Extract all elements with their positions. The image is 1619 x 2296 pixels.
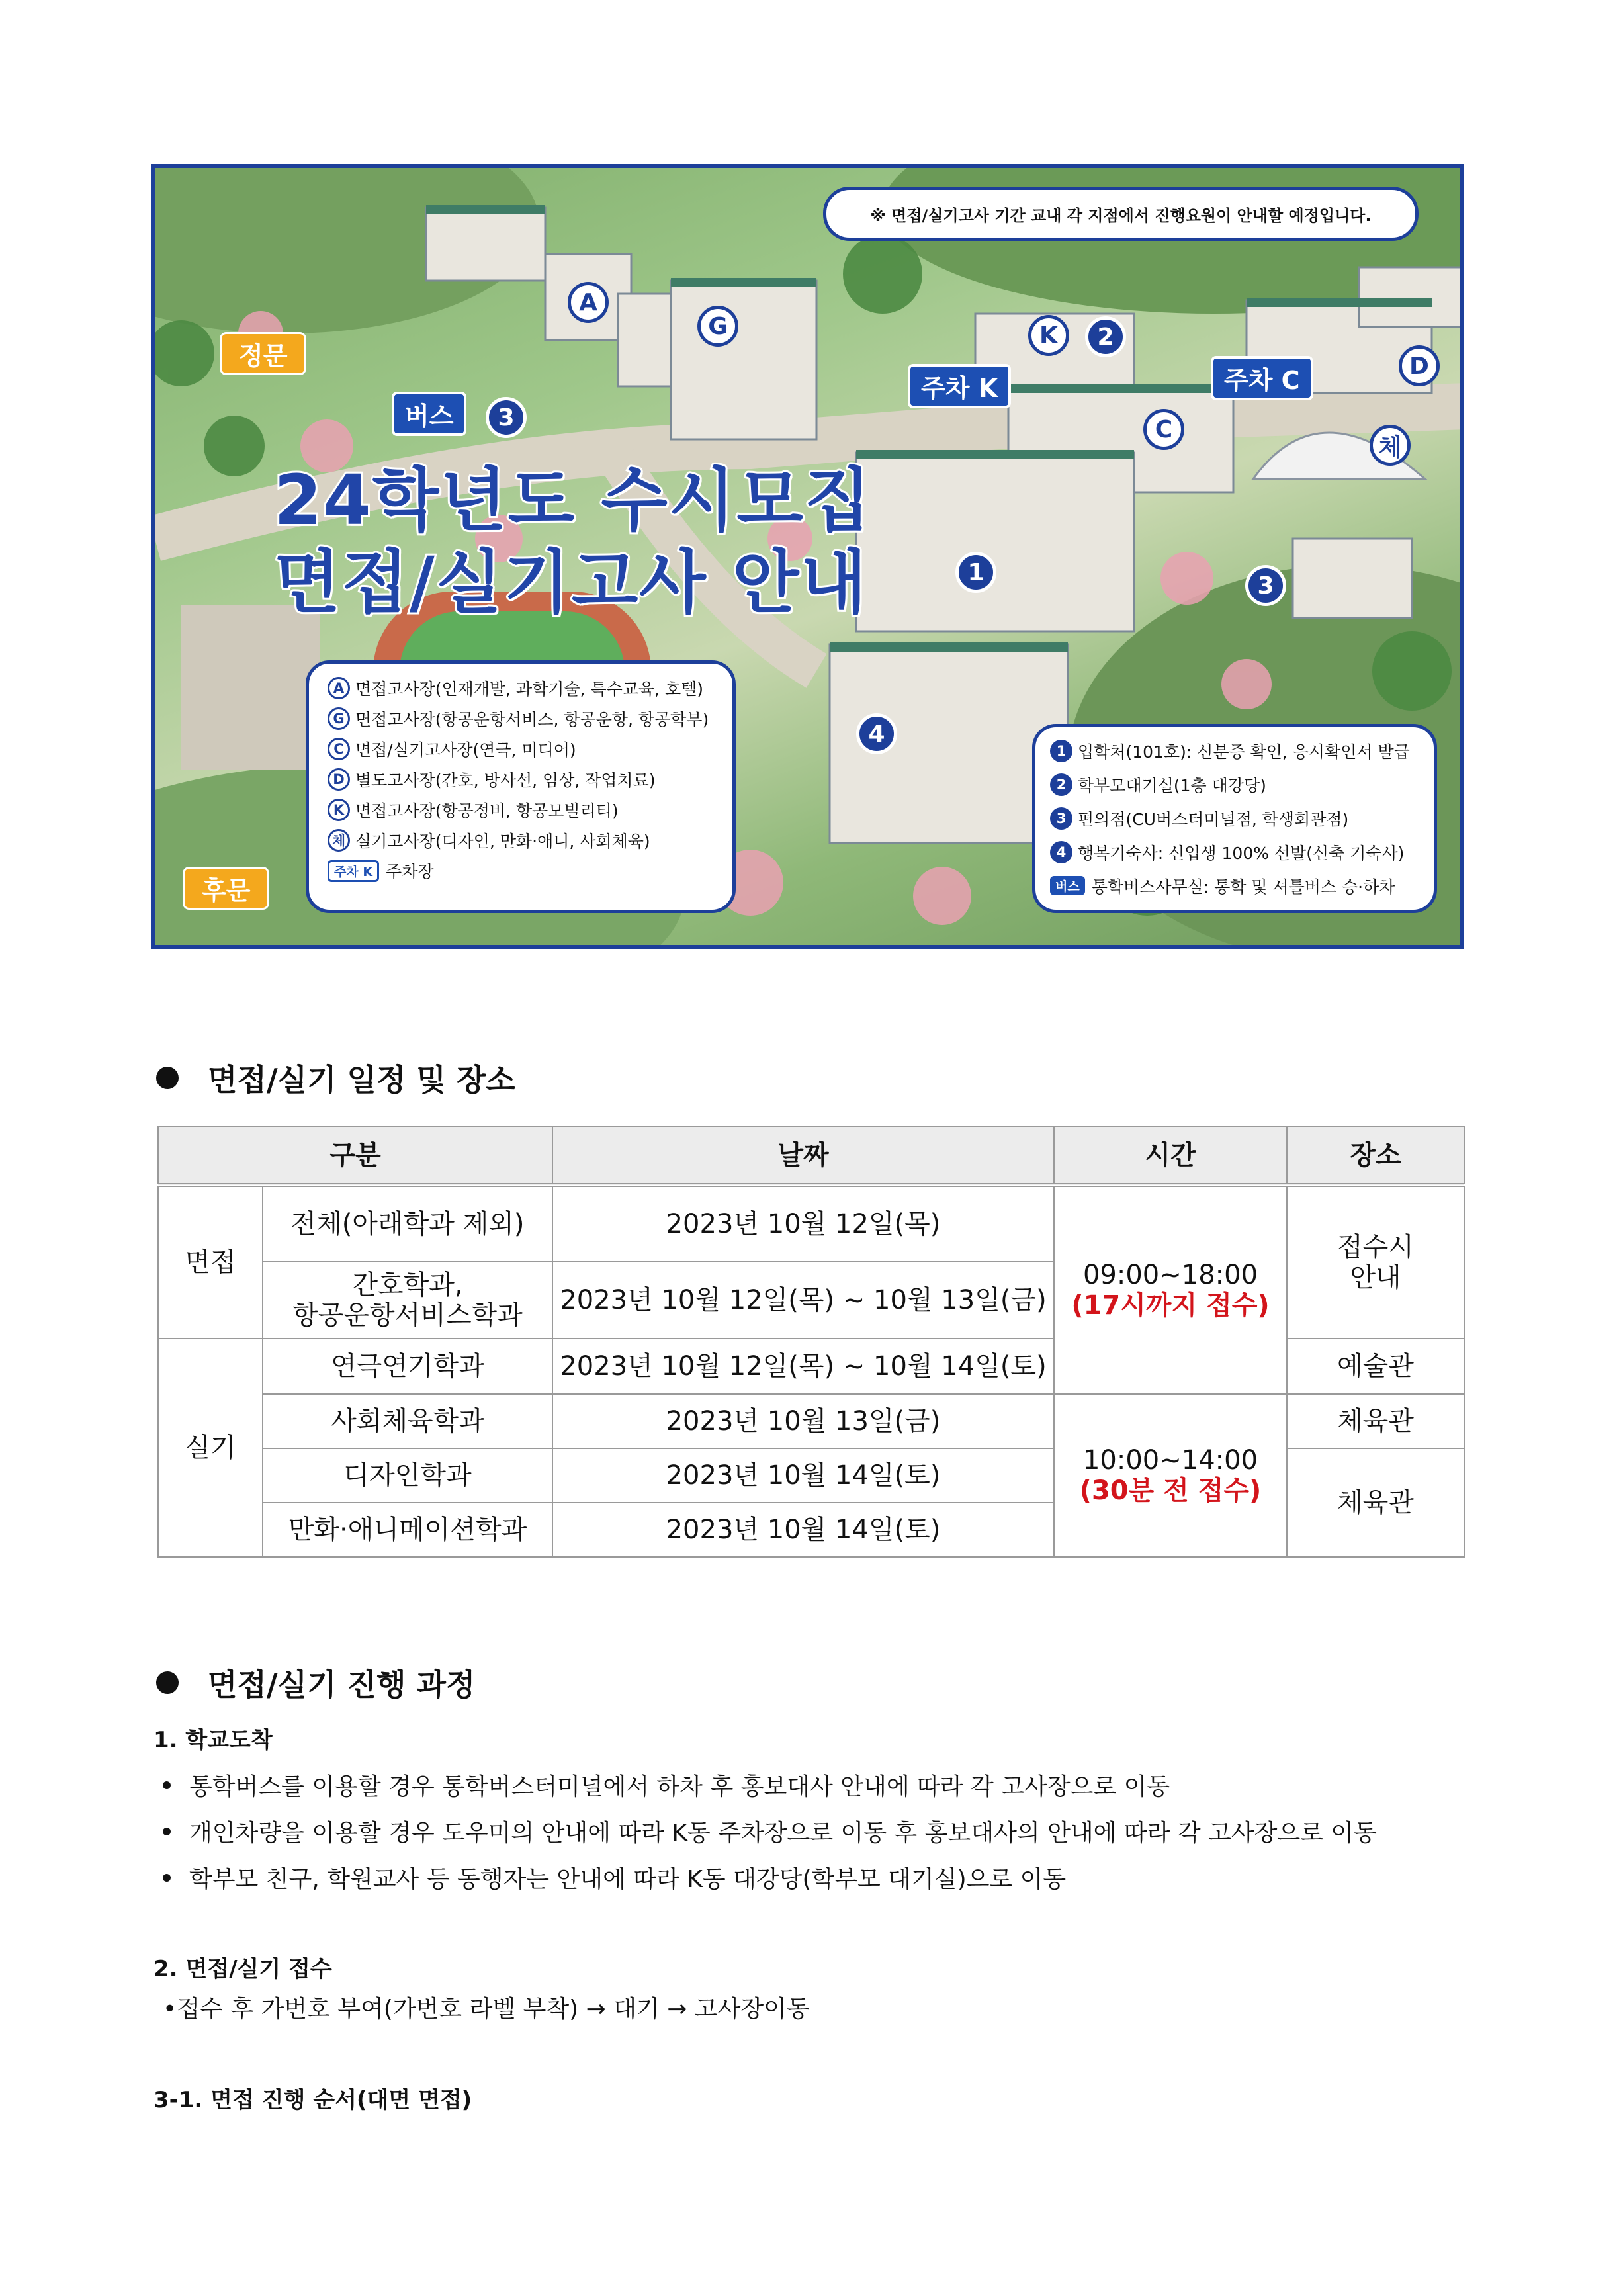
bullet-dot (163, 1874, 171, 1882)
col-header: 날짜 (552, 1127, 1054, 1185)
legend-facilities (1032, 724, 1437, 913)
list-item (163, 1814, 1377, 1848)
list-item (163, 1861, 1066, 1894)
legend-text: 입학처(101호): 신분증 확인, 응시확인서 발급 (1078, 742, 1410, 762)
list-item-text: 통학버스를 이용할 경우 통학버스터미널에서 하차 후 홍보대사 안내에 따라 각 고사장으로 이동 (189, 1773, 1170, 1800)
map-title (274, 459, 872, 623)
marker-2: 2 (1085, 316, 1126, 357)
time-note: (17시까지 접수) (1071, 1290, 1270, 1321)
time-value: 09:00~18:00 (1082, 1260, 1258, 1290)
time-value: 10:00~14:00 (1082, 1445, 1258, 1476)
dept-line: 간호학과, (352, 1270, 463, 1300)
legend-key: 3 (1050, 807, 1072, 830)
date-cell: 2023년 10월 14일(토) (552, 1448, 1054, 1503)
legend-text: 면접고사장(항공정비, 항공모빌리티) (355, 801, 619, 820)
subheading-interview-order: 3-1. 면접 진행 순서(대면 면접) (153, 2087, 472, 2113)
table-header-row (158, 1127, 1464, 1185)
marker-3-bus: 3 (486, 397, 527, 438)
time-note: (30분 전 접수) (1079, 1476, 1262, 1506)
map-title-line2: 면접/실기고사 안내 (274, 542, 868, 623)
legend-text: 면접고사장(인재개발, 과학기술, 특수교육, 호텔) (355, 680, 704, 699)
legend-key-bus: 버스 (1050, 876, 1085, 895)
date-cell: 2023년 10월 13일(금) (552, 1394, 1054, 1448)
legend-text: 면접/실기고사장(연극, 미디어) (355, 740, 576, 760)
legend-text: 주차장 (386, 862, 434, 881)
date-cell: 2023년 10월 12일(목) ~ 10월 14일(토) (552, 1339, 1054, 1394)
group-cell: 실기 (158, 1339, 263, 1557)
schedule-table (157, 1126, 1465, 1558)
col-header: 장소 (1287, 1127, 1464, 1185)
time-cell (1054, 1394, 1287, 1557)
dept-cell: 디자인학과 (263, 1448, 552, 1503)
gate-front-label: 정문 (220, 332, 306, 375)
legend-key: D (328, 768, 350, 791)
place-line: 안내 (1350, 1262, 1401, 1293)
dept-line: 항공운항서비스학과 (292, 1300, 523, 1331)
legend-key: G (328, 707, 350, 730)
list-item-text: 개인차량을 이용할 경우 도우미의 안내에 따라 K동 주차장으로 이동 후 홍보대사의 안내에 따라 각 고사장으로 이동 (189, 1820, 1377, 1847)
parking-k-tag: 주차 K (908, 364, 1011, 408)
marker-d: D (1399, 345, 1440, 386)
dept-cell: 전체(아래학과 제외) (263, 1185, 552, 1262)
date-cell: 2023년 10월 12일(목) ~ 10월 13일(금) (552, 1262, 1054, 1339)
legend-key: 체 (328, 829, 350, 852)
bullet-dot (163, 1828, 171, 1835)
legend-key: C (328, 738, 350, 760)
bus-tag: 버스 (392, 392, 466, 436)
date-cell: 2023년 10월 14일(토) (552, 1503, 1054, 1557)
section-heading-process (156, 1661, 475, 1704)
legend-text: 학부모대기실(1층 대강당) (1078, 775, 1266, 795)
legend-key: 2 (1050, 773, 1072, 796)
place-cell: 체육관 (1287, 1394, 1464, 1448)
marker-c: C (1143, 409, 1184, 450)
time-cell (1054, 1185, 1287, 1394)
map-notice: ※ 면접/실기고사 기간 교내 각 지점에서 진행요원이 안내할 예정입니다. (823, 187, 1419, 241)
place-cell (1287, 1185, 1464, 1339)
dept-cell: 사회체육학과 (263, 1394, 552, 1448)
legend-key: 4 (1050, 841, 1072, 863)
legend-text: 통학버스사무실: 통학 및 셔틀버스 승·하차 (1091, 877, 1395, 897)
parking-c-tag: 주차 C (1211, 356, 1313, 400)
map-title-line1: 24학년도 수시모집 (274, 460, 873, 541)
bullet-dot (156, 1671, 179, 1694)
legend-key: K (328, 799, 350, 821)
gate-back-label: 후문 (183, 867, 269, 910)
section-heading-schedule (156, 1056, 515, 1100)
marker-k: K (1028, 315, 1069, 356)
legend-key: A (328, 677, 350, 699)
date-cell: 2023년 10월 12일(목) (552, 1185, 1054, 1262)
marker-g: G (697, 306, 738, 347)
place-cell: 체육관 (1287, 1448, 1464, 1557)
marker-3-store: 3 (1245, 565, 1286, 606)
list-item (163, 1768, 1170, 1802)
bullet-dot (163, 1781, 171, 1789)
section-heading-text: 면접/실기 일정 및 장소 (208, 1062, 515, 1098)
legend-text: 편의점(CU버스터미널점, 학생회관점) (1078, 809, 1349, 829)
place-line: 접수시 (1337, 1232, 1414, 1262)
subheading-reception: 2. 면접/실기 접수 (153, 1956, 332, 1982)
legend-text: 별도고사장(간호, 방사선, 임상, 작업치료) (355, 771, 656, 790)
col-header: 구분 (158, 1127, 552, 1185)
legend-text: 실기고사장(디자인, 만화·애니, 사회체육) (355, 832, 650, 851)
legend-text: 행복기숙사: 신입생 100% 선발(신축 기숙사) (1078, 843, 1405, 863)
marker-1: 1 (955, 552, 996, 593)
reception-flow: •접수 후 가번호 부여(가번호 라벨 부착) → 대기 → 고사장이동 (163, 1996, 810, 2023)
col-header: 시간 (1054, 1127, 1287, 1185)
dept-cell (263, 1262, 552, 1339)
table-row (158, 1185, 1464, 1262)
legend-key-parking: 주차 K (328, 860, 379, 882)
place-cell: 예술관 (1287, 1339, 1464, 1394)
legend-exam-rooms (306, 660, 736, 913)
legend-key: 1 (1050, 740, 1072, 762)
section-heading-text: 면접/실기 진행 과정 (208, 1667, 476, 1702)
marker-a: A (568, 282, 609, 323)
subheading-arrival: 1. 학교도착 (153, 1727, 273, 1753)
table-row (158, 1394, 1464, 1448)
campus-map (151, 164, 1464, 949)
legend-text: 면접고사장(항공운항서비스, 항공운항, 항공학부) (355, 710, 709, 729)
dept-cell: 만화·애니메이션학과 (263, 1503, 552, 1557)
group-cell: 면접 (158, 1185, 263, 1339)
bullet-dot (156, 1067, 179, 1089)
dept-cell: 연극연기학과 (263, 1339, 552, 1394)
list-item-text: 학부모 친구, 학원교사 등 동행자는 안내에 따라 K동 대강당(학부모 대기실)으로 이동 (189, 1866, 1067, 1893)
marker-4: 4 (856, 713, 897, 754)
marker-gym: 체 (1370, 425, 1411, 466)
